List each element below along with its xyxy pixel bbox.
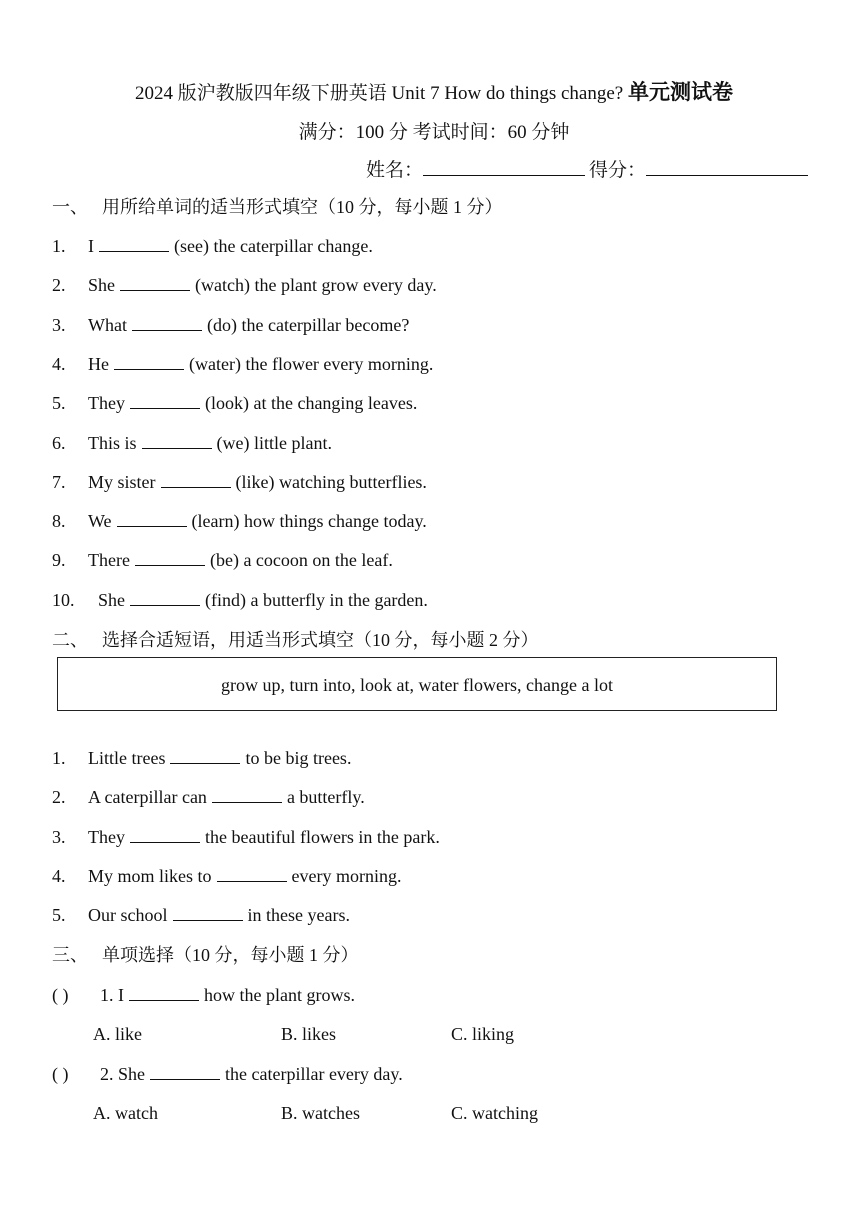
- section-title: 用所给单词的适当形式填空: [102, 197, 318, 218]
- question-number: 4.: [52, 353, 66, 374]
- question-row: [52, 745, 351, 771]
- choice-option[interactable]: B. watches: [281, 1103, 360, 1123]
- question-row: [52, 272, 437, 298]
- answer-blank[interactable]: [132, 312, 202, 331]
- question-number: 4.: [52, 865, 66, 886]
- question-text: (do) the caterpillar become?: [206, 314, 410, 335]
- title-en-part: Unit 7 How do things change?: [386, 83, 628, 104]
- question-row: [52, 824, 440, 850]
- question-text: (like) watching butterflies.: [235, 471, 427, 492]
- question-number: 1.: [52, 236, 66, 256]
- choice-question-row: [52, 982, 355, 1008]
- question-row: [52, 863, 401, 889]
- question-number: 6.: [52, 432, 66, 453]
- section-points: （10 分，每小题 1 分）: [174, 945, 359, 965]
- question-text: in these years.: [247, 905, 350, 926]
- question-text: a butterfly.: [286, 787, 365, 808]
- question-number: 1.: [52, 748, 66, 768]
- answer-blank[interactable]: [173, 902, 243, 921]
- question-text: There: [88, 550, 130, 571]
- section-title: 选择合适短语，用适当形式填空: [102, 630, 354, 651]
- question-row: [52, 351, 433, 377]
- answer-blank[interactable]: [130, 390, 200, 409]
- question-text: 2. She: [100, 1064, 145, 1084]
- question-text: We: [88, 511, 112, 532]
- question-text: A caterpillar can: [88, 787, 207, 808]
- section-title: 单项选择: [102, 945, 174, 966]
- question-text: how the plant grows.: [204, 985, 355, 1005]
- choice-option[interactable]: C. liking: [451, 1024, 515, 1044]
- choice-option[interactable]: B. likes: [281, 1024, 337, 1044]
- question-text: This is: [88, 432, 137, 453]
- answer-blank[interactable]: [117, 508, 187, 527]
- score-label: 得分：: [589, 159, 647, 181]
- question-text: She: [98, 589, 125, 610]
- score-info: 满分：100 分 考试时间：60 分钟: [298, 122, 570, 143]
- section-number: 二、: [52, 630, 88, 651]
- question-row: [52, 233, 373, 259]
- answer-blank: [150, 1061, 220, 1080]
- question-text: the beautiful flowers in the park.: [204, 826, 440, 847]
- question-text: (learn) how things change today.: [191, 511, 427, 532]
- name-label: 姓名：: [366, 159, 424, 181]
- question-text: (watch) the plant grow every day.: [195, 275, 437, 296]
- question-row: [52, 587, 428, 613]
- question-number: 10.: [52, 589, 75, 610]
- choice-option[interactable]: A. like: [93, 1024, 142, 1044]
- question-text: Our school: [88, 905, 168, 926]
- name-blank[interactable]: [423, 155, 585, 176]
- answer-blank[interactable]: [135, 547, 205, 566]
- question-text: (look) at the changing leaves.: [204, 393, 418, 414]
- question-text: What: [88, 314, 127, 335]
- question-text: (see) the caterpillar change.: [174, 236, 373, 256]
- question-row: [52, 784, 365, 810]
- question-number: 3.: [52, 826, 66, 847]
- question-text: to be big trees.: [245, 748, 352, 768]
- question-text: Little trees: [88, 748, 166, 768]
- score-blank[interactable]: [646, 155, 808, 176]
- question-text: the caterpillar every day.: [225, 1064, 403, 1084]
- question-text: They: [88, 826, 125, 847]
- section-3-heading: [52, 942, 359, 969]
- choice-option[interactable]: A. watch: [93, 1103, 158, 1123]
- question-number: 2.: [52, 275, 66, 296]
- answer-blank[interactable]: [142, 430, 212, 449]
- question-row: [52, 390, 417, 416]
- answer-blank[interactable]: [217, 863, 287, 882]
- section-points: （10 分，每小题 1 分）: [318, 197, 503, 217]
- question-row: [52, 312, 409, 338]
- question-row: [52, 469, 427, 495]
- question-row: [52, 430, 332, 456]
- question-text: I: [88, 236, 94, 256]
- question-number: 5.: [52, 905, 66, 926]
- section-number: 一、: [52, 197, 88, 218]
- question-text: They: [88, 393, 125, 414]
- answer-blank[interactable]: [170, 745, 240, 764]
- question-number: 3.: [52, 314, 66, 335]
- choice-question-row: [52, 1061, 403, 1087]
- question-number: 2.: [52, 787, 66, 808]
- answer-blank[interactable]: [161, 469, 231, 488]
- section-points: （10 分，每小题 2 分）: [354, 630, 539, 650]
- document-title: [0, 78, 868, 108]
- title-cn-part: 版沪教版四年级下册英语: [177, 82, 387, 104]
- answer-blank[interactable]: [99, 233, 169, 252]
- question-text: every morning.: [291, 865, 402, 886]
- question-text: (find) a butterfly in the garden.: [205, 589, 428, 610]
- question-row: [52, 508, 427, 534]
- answer-blank[interactable]: [212, 784, 282, 803]
- question-row: [52, 902, 350, 928]
- answer-blank[interactable]: [130, 824, 200, 843]
- answer-blank[interactable]: [120, 272, 190, 291]
- answer-parentheses[interactable]: ( ): [52, 1064, 69, 1084]
- question-number: 8.: [52, 511, 66, 532]
- answer-blank[interactable]: [130, 587, 200, 606]
- answer-parentheses[interactable]: ( ): [52, 985, 69, 1005]
- section-1-heading: [52, 194, 503, 221]
- question-text: She: [88, 275, 115, 296]
- question-text: 1. I: [100, 985, 124, 1005]
- question-text: (we) little plant.: [216, 432, 332, 453]
- answer-blank[interactable]: [114, 351, 184, 370]
- question-number: 9.: [52, 550, 66, 571]
- answer-blank: [129, 982, 199, 1001]
- question-row: [52, 547, 393, 573]
- question-text: He: [88, 353, 109, 374]
- question-text: My mom likes to: [88, 865, 212, 886]
- question-text: (be) a cocoon on the leaf.: [209, 550, 393, 571]
- title-prefix: 2024: [135, 83, 178, 104]
- question-number: 5.: [52, 393, 66, 414]
- name-score-line: [366, 155, 808, 184]
- title-suffix: 单元测试卷: [627, 80, 733, 104]
- word-bank-box: grow up, turn into, look at, water flowers, change a lot: [57, 657, 777, 711]
- section-number: 三、: [52, 945, 88, 966]
- question-text: My sister: [88, 471, 156, 492]
- question-number: 7.: [52, 471, 66, 492]
- question-text: (water) the flower every morning.: [189, 353, 434, 374]
- section-2-heading: [52, 627, 539, 654]
- choice-option[interactable]: C. watching: [451, 1103, 538, 1123]
